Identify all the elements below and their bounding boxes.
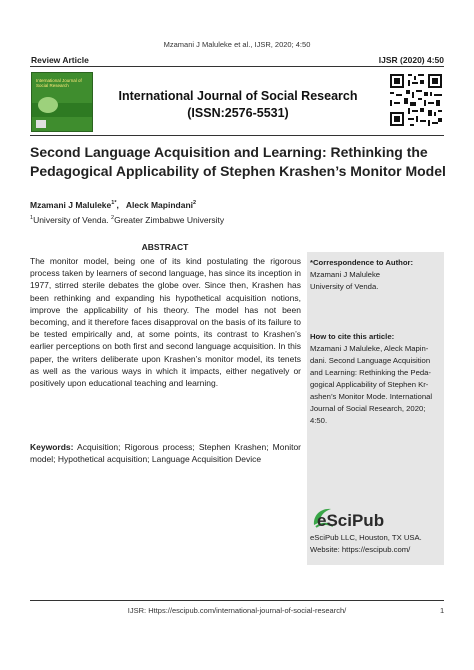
citation-line: Journal of Social Research, 2020; — [310, 404, 426, 413]
paper-title-line: Second Language Acquisition and Learning: Rethinking the — [30, 144, 428, 160]
affiliation: University of Venda. — [33, 215, 109, 225]
publisher-website[interactable]: Website: https://escipub.com/ — [310, 545, 411, 554]
cite-label: How to cite this article: — [310, 332, 395, 341]
running-head: Mzamani J Maluleke et al., IJSR, 2020; 4:50 — [163, 40, 311, 49]
citation-line: dani. Second Language Acquisition — [310, 356, 431, 365]
paper-title-line: Pedagogical Applicability of Stephen Krashen’s Monitor Model — [30, 163, 446, 179]
keywords-label: Keywords: — [30, 442, 74, 452]
affiliation: Greater Zimbabwe University — [114, 215, 225, 225]
keywords — [30, 441, 301, 465]
cover-title: International Journal of Social Research — [36, 78, 82, 88]
article-type: Review Article — [31, 55, 89, 65]
footer-url[interactable]: IJSR: Https://escipub.com/international-journal-of-social-research/ — [127, 606, 347, 615]
author-affiliation-mark: 2 — [193, 200, 197, 207]
affiliations: $^1$University of Venda. $^2$Greater Zimbabwe University — [30, 215, 225, 225]
author-affiliation-mark: 1* — [111, 200, 117, 207]
abstract-body: The monitor model, being one of its kind postulating the rigorous process taken by learners of second language, has since its inception in 1977, stirred sterile debates the globe over. Since then, Krashen has been rethinking and expanding his hypothetical acquisition notions, improve the applicability of his theory. The model has not been becoming, and it therefore faces disapproval on the basis of its failure to be tested empirically and, at some points, its contrast to Krashen’s earlier perceptions on both first and second language acquisition. In this paper, the writers deliberate upon Krashen’s monitor model, its tenets as well as the various ways in which it impacts, either negatively or positively upon educational teaching and learning. — [30, 256, 301, 389]
citation-line: Mzamani J Maluleke, Aleck Mapin- — [310, 344, 429, 353]
journal-cover-image — [31, 72, 93, 132]
citation-line: 4:50. — [310, 416, 328, 425]
correspondence-affiliation: University of Venda. — [310, 282, 379, 291]
journal-name-line: International Journal of Social Research — [118, 89, 358, 103]
footer-rule — [30, 600, 444, 601]
citation-line: and Learning: Rethinking the Peda- — [310, 368, 431, 377]
journal-citation: IJSR (2020) 4:50 — [378, 55, 444, 65]
header-rule — [30, 66, 444, 67]
correspondence-name: Mzamani J Maluleke — [310, 270, 381, 279]
journal-name — [100, 88, 376, 122]
page-number: 1 — [440, 606, 445, 615]
citation-line: gogical Applicability of Stephen Kr- — [310, 380, 429, 389]
svg-text:eSciPub: eSciPub — [317, 511, 385, 530]
paper-title — [30, 143, 450, 181]
abstract-heading: ABSTRACT — [141, 242, 189, 252]
publisher-address: eSciPub LLC, Houston, TX USA. — [310, 533, 422, 542]
keywords-text: Acquisition; Rigorous process; Stephen Krashen; Monitor model; Hypothetical acquisition; Language Acquisition Device — [30, 442, 301, 465]
author-name: Mzamani J Maluleke — [30, 200, 112, 210]
title-rule — [30, 135, 444, 136]
author-name: Aleck Mapindani — [125, 200, 193, 210]
correspondence-label: *Correspondence to Author: — [310, 258, 414, 267]
qr-code-icon — [388, 72, 444, 128]
citation-line: ashen’s Monitor Mode. International — [310, 392, 433, 401]
author-list: Mzamani J Maluleke$^{1*}$, Aleck Mapindani$^2$ — [30, 200, 197, 210]
escipub-logo — [311, 505, 421, 531]
journal-issn: (ISSN:2576-5531) — [187, 106, 289, 120]
